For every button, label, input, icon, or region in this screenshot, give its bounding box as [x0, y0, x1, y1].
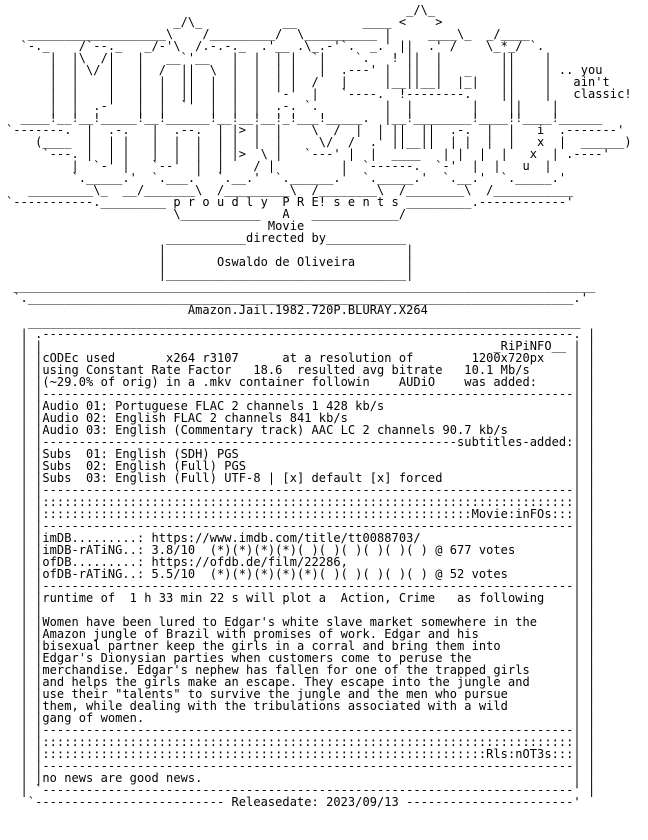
nfo-ascii-text: _/\_ _/\_ __ ____ < > ___________________\ /_________/ \__________ | ____\_ _/____ `-._ /`--._ _/-'\ /.-.-._ .'__ .\_.-'`. _.' || .' / \_*_/ `. | |\ /| | __`'__ | | | | `| `. ! || | || | | | \/ | | / || \ | | | | | .---' | || | _ || | .. you | | | | | || | | | | | / | |__||__| |_| || | ain't | | | | | || | | | '-' | `----. !--------. || | classic! | | .-' | | `' | | | .-. `. | | | || | ____!__!__!_____!__!______!__!__!__!_!___!_____. |__!________!____!!____!______ `-------. | .-. | .--. | |> | | \ / | | || || .-. | | i .-------' (____ | | | | | | | | | | \/ / .' ||__|| | | | | x | ______) `---. | | | | | | | |> \ | `---' | | ____ | | | | x | .----' | `-' | `--' | | / | | `------. `-' | | u | `._____.' `.___.' `.__.' `.______.' `._____.' `.__.' `._____.' _________\_ __/_______\ /_________\ /________\ /________\ /___________ `-----------._________ p r o u d l y P R E! s e n t s _________.------------' \___________ A ____________/ Movie ___________directed by___________ | | | Oswaldo de Oliveira | |_________________________________| ________________________________________________________________________________ `.___________________________________________________________________________.' Amazon.Jail.1982.720P.BLURAY.X264 ____________________________________________________________________________ | .-------------------------------------------------------------------------. | | | _RiPiNFO__ | | | |cODEc used x264 r3107 at a resolution of 1200x720px | | | |using Constant Rate Factor 18.6 resulted avg bitrate 10.1 Mb/s | | | |(~29.0% of orig) in a .mkv container followin AUDiO was added: | | | |-------------------------------------------------------------------------| | | |Audio 01: Portuguese FLAC 2 channels 1 428 kb/s | | | |Audio 02: English FLAC 2 channels 841 kb/s | | | |Audio 03: English (Commentary track) AAC LC 2 channels 90.7 kb/s | | | |---------------------------------------------------------subtitles-added:| | | |Subs 01: English (SDH) PGS | | | |Subs 02: English (Full) PGS | | | |Subs 03: English (Full) UTF-8 | [x] default [x] forced | | | |-------------------------------------------------------------------------| | | |:::::::::::::::::::::::::::::::::::::::::::::::::::::::::::::::::::::::::| | | |:::::::::::::::::::::::::::::::::::::::::::::::::::::::::::Movie:inFOs:::| | | |-------------------------------------------------------------------------| | | |imDB.........: https://www.imdb.com/title/tt0088703/ | | | |imDB-rATiNG..: 3.8/10 (*)(*)(*)(*)( )( )( )( )( )( ) @ 677 votes | | | |ofDB.........: https://ofdb.de/film/22286, | | | |ofDB-rATiNG..: 5.5/10 (*)(*)(*)(*)(*)( )( )( )( )( ) @ 52 votes | | | |-------------------------------------------------------------------------| | | |runtime of 1 h 33 min 22 s will plot a Action, Crime as following | | | | | | | |Women have been lured to Edgar's white slave market somewhere in the | | | |Amazon jungle of Brazil with promises of work. Edgar and his | | | |bisexual partner keep the girls in a corral and bring them into | | | |Edgar's Dionysian parties when customers come to peruse the | | | |merchandise. Edgar's nephew has fallen for one of the trapped girls | | | |and helps the girls make an escape. They escape into the jungle and | | | |use their "talents" to survive the jungle and the men who pursue | | | |them, while dealing with the tribulations associated with a wild | | | |gang of women. | | | |-------------------------------------------------------------------------| | | |:::::::::::::::::::::::::::::::::::::::::::::::::::::::::::::::::::::::::| | | |:::::::::::::::::::::::::::::::::::::::::::::::::::::::::::::Rls:nOT3s:::| | | |-------------------------------------------------------------------------| | | |no news are good news. | | | `-------------------------------------------------------------------------' | `-------------------------- Releasedate: 2023/09/13 -----------------------' — [6, 4, 632, 809]
nfo-viewer — [6, 4, 646, 836]
